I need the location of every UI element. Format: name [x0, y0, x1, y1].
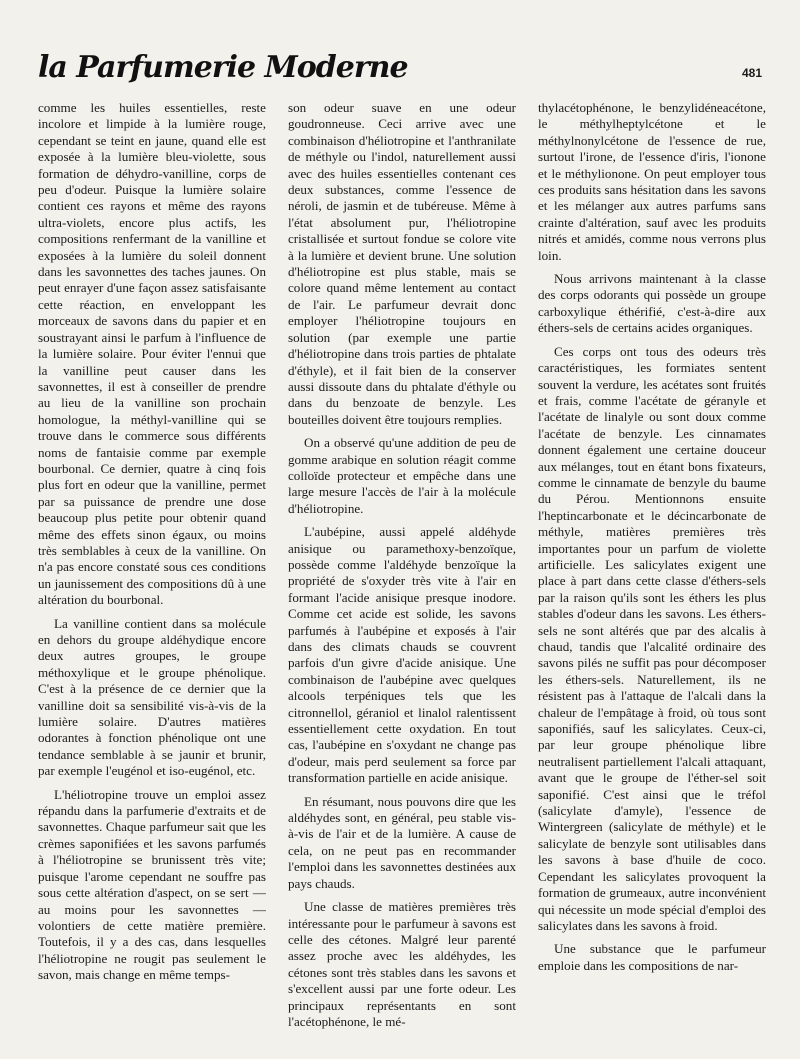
column-3 [538, 100, 766, 1040]
paragraph: En résumant, nous pouvons dire que les aldéhydes sont, en général, peu stable vis-à-vis de l'air et de la lumière. A cause de cela, on ne peut pas en recommander l'emploi dans les savonnettes destinées aux pays chauds. [288, 793, 516, 891]
paragraph: Ces corps ont tous des odeurs très caractéristiques, les formiates sentent souvent la verdure, les acétates sont fruités et frais, comme l'acétate de géranyle et l'acétate de linalyle ou sont doux comme l'acétate de benzyle. Les cinnamates donnent également une certaine douceur aux mélanges, tout en étant bons fixateurs, comme le cinnamate de benzyle du baume du Pérou. Mentionnons ensuite l'heptincarbonate et le décincarbonate de méthyle, matières premières très importantes pour un parfum de violette artificielle. Les salicylates exigent une place à part dans cette classe d'éthers-sels par la raison qu'ils sont les éthers les plus stables d'odeur dans les savons. Les éthers-sels ne sont altérés que par des alcalis à chaud, tandis que l'alcalité ordinaire des savons pilés ne suffit pas pour décomposer les éthers-sels. Naturellement, ils ne résistent pas à l'attaque de l'alcali dans la chaleur de l'empâtage à froid, où tous sont saponifiés, sauf les salicylates. Ceux-ci, par leur groupe phénolique libre neutralisent partiellement l'alcali attaquant, avant que le groupe de l'éther-sel soit saponifié. C'est ainsi que le tréfol (salicylate d'amyle), l'essence de Wintergreen (salicylate de méthyle) et le salicylate de benzyle sont utilisables dans les savons à base d'huile de coco. Cependant les salicylates provoquent la formation de grumeaux, autre inconvénient qui nécessite un mode spécial d'emploi des salicylates dans les savons à froid. [538, 343, 766, 933]
paragraph: L'héliotropine trouve un emploi assez répandu dans la parfumerie d'extraits et de savonnettes. Chaque parfumeur sait que les crèmes saponifiées et les savons parfumés à l'héliotropine se brunissent très vite; puisque l'arome cependant ne souffre pas sous cette altération d'aspect, on se sert — au moins pour les savonnettes — volontiers de cette matière première. Toutefois, il y a des cas, dans lesquelles l'héliotropine ne rougit pas seulement le savon, mais change en même temps- [38, 786, 266, 983]
text-columns [38, 100, 766, 1040]
paragraph: thylacétophénone, le benzylidéneacétone, le méthylheptylcétone et le méthylnonylcétone de l'essence de rue, surtout l'irone, de l'essence d'iris, l'ionone et le méthylionone. On peut employer tous ces produits sans hésitation dans les savons et les mélanger aux autres parfums sans crainte d'altération, sauf avec les produits nitrés et amidés, comme nous verrons plus loin. [538, 100, 766, 263]
paragraph: Nous arrivons maintenant à la classe des corps odorants qui possède un groupe carboxylique éthérifié, c'est-à-dire aux éthers-sels de certains acides organiques. [538, 271, 766, 336]
page-number: 481 [741, 66, 762, 80]
paragraph: Une substance que le parfumeur emploie dans les compositions de nar- [538, 941, 766, 973]
paragraph: Une classe de matières premières très intéressante pour le parfumeur à savons est celle des cétones. Malgré leur parenté assez proche avec les aldéhydes, les cétones sont très stables dans les savons et s'excellent aussi par une forte odeur. Les principaux représentants en sont l'acétophénone, le mé- [288, 899, 516, 1029]
journal-masthead: la Parfumerie Moderne [38, 50, 408, 85]
column-2 [288, 100, 516, 1040]
paragraph: son odeur suave en une odeur goudronneuse. Ceci arrive avec une combinaison d'héliotropine et l'anthranilate de méthyle ou l'indol, naturellement aussi avec des huiles essentielles contenant ces deux substances, comme l'essence de néroli, de jasmin et de tubéreuse. Même à l'état absolument pur, l'héliotropine cristallisée et surtout fondue se colore vite à la lumière et devient brune. Une solution d'héliotropine est plus stable, mais se colore quand même lentement au contact de l'air. Le parfumeur devrait donc employer l'héliotropine toujours en solution (par exemple une partie d'héliotropine dans trois parties de phtalate d'éthyle), et il fait bien de la conserver aussi dissoute dans du phtalate d'éthyle ou dans du benzoate de benzyle. Les bouteilles doivent être toujours remplies. [288, 100, 516, 427]
paragraph: comme les huiles essentielles, reste incolore et limpide à la lumière rouge, cependant se teint en jaune, quand elle est exposée à la lumière bleu-violette, sous formation de déhydro-vanilline, corps de peu d'odeur. Puisque la lumière solaire contient ces rayons et même des rayons ultra-violets, encore plus actifs, les compositions renfermant de la vanilline et exposées à la lumière du soleil donnent dans les savonnettes des taches jaunes. On peut enrayer d'une façon assez satisfaisante cette réaction, en enveloppant les morceaux de savons dans du papier et en soustrayant ainsi le parfum à l'influence de la lumière solaire. Pour éviter l'ennui que la vanilline peut causer dans les savonnettes, il est à conseiller de prendre au lieu de la vanilline son prochain homologue, la méthyl-vanilline qui se trouve dans le commerce sous différents noms de fantaisie comme par exemple bourbonal. Ce dernier, quatre à cinq fois plus fort en odeur que la vanilline, permet par sa puissance de prendre une dose beaucoup plus petite pour obtenir quand même des effets sinon égaux, ou moins très semblables à ceux de la vanilline. On n'a pas encore constaté sous ces conditions un jaunissement des compositions dû à une altération du bourbonal. [38, 100, 266, 608]
paragraph: L'aubépine, aussi appelé aldéhyde anisique ou paramethoxy-benzoïque, possède comme l'aldéhyde benzoïque la propriété de s'oxyder très vite à l'air en formant l'acide anisique presque inodore. Comme cet acide est solide, les savons parfumés à l'aubépine et exposés à l'air dans des climats chauds se couvrent parfois d'un givre d'acide anisique. Une combinaison de l'aubépine avec quelques alcools terpéniques tels que les citronnellol, géraniol et linalol ralentissent essentiellement cette oxydation. En tout cas, l'aubépine en s'oxydant ne change pas d'odeur, mais perd seulement sa force par transformation partielle en acide anisique. [288, 524, 516, 786]
paragraph: La vanilline contient dans sa molécule en dehors du groupe aldéhydique encore deux autres groupes, le groupe méthoxylique et le groupe phénolique. C'est à la présence de ce dernier que la vanilline doit sa sensibilité vis-à-vis de la lumière solaire. D'autres matières odorantes à fonction phénolique ont une tendance semblable à se jaunir et brunir, par exemple l'eugénol et iso-eugénol, etc. [38, 615, 266, 779]
paragraph: On a observé qu'une addition de peu de gomme arabique en solution réagit comme colloïde protecteur et empêche dans une large mesure l'accès de l'air à la molécule d'héliotropine. [288, 435, 516, 516]
column-1 [38, 100, 266, 1040]
